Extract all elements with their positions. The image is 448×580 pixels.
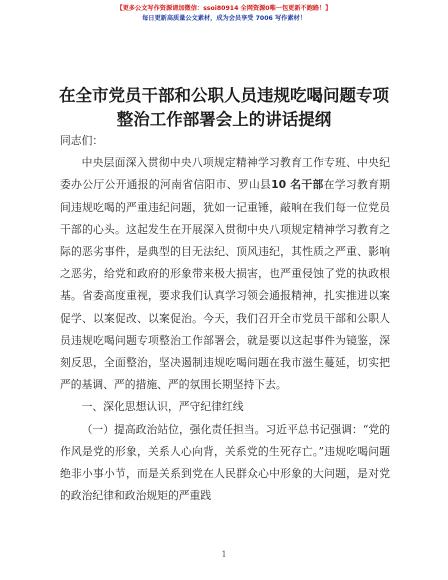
document-title-line-1: 在全市党员干部和公职人员违规吃喝问题专项	[59, 86, 389, 105]
paragraph-intro-part-1: 中央层面深入贯彻中央八项规定精神学习教育工作专班、中央纪委办公厅公开通报的河南省信阳市、罗山县	[60, 156, 390, 192]
document-title-line-2: 整治工作部署会上的讲话提纲	[116, 110, 332, 129]
promo-banner	[0, 4, 448, 24]
document-title	[40, 84, 408, 132]
promo-banner-line-1: 【更多公文写作资源请加微信：ssoi80914 全网资源0唯一包更新不跑路！】	[116, 5, 332, 12]
paragraph-intro-part-2: 在学习教育期间违规吃喝的严重违纪问题，犹如一记重锤，敲响在我们每一位党员干部的心头。这起发生在开展深入贯彻中央八项规定精神学习教育之际的恶劣事件，是典型的目无法纪、顶风违纪，其性质之严重、影响之恶劣，给党和政府的形象带来极大损害，也严重侵蚀了党的执政根基。省委高度重视，要求我们认真学习领会通报精神，扎实推进以案促学、以案促改、以案促治。今天，我们召开全市党员干部和公职人员违规吃喝问题专项整治工作部署会，就是要以这起事件为镜鉴，深刻反思，全面整治，坚决遏制违规吃喝问题在我市滋生蔓延，切实把严的基调、严的措施、严的氛围长期坚持下去。	[60, 178, 390, 392]
paragraph-subsection-1: （一）提高政治站位，强化责任担当。习近平总书记强调：“党的作风是党的形象，关系人心向背，关系党的生死存亡。”违规吃喝问题绝非小事小节，而是关系到党在人民群众心中形象的大问题，是对党的政治纪律和政治规矩的严重践	[60, 422, 390, 503]
section-heading-1: 一、深化思想认识，严守纪律红线	[81, 400, 244, 414]
document-body	[60, 130, 390, 507]
paragraph-intro	[60, 152, 390, 396]
page-number: 1	[221, 550, 227, 559]
greeting: 同志们：	[60, 134, 104, 147]
paragraph-intro-bold: 10 名干部	[271, 178, 324, 192]
promo-banner-line-2: 每日更新高质量公文素材，成为会员享受 7006 写作素材！	[142, 15, 306, 22]
